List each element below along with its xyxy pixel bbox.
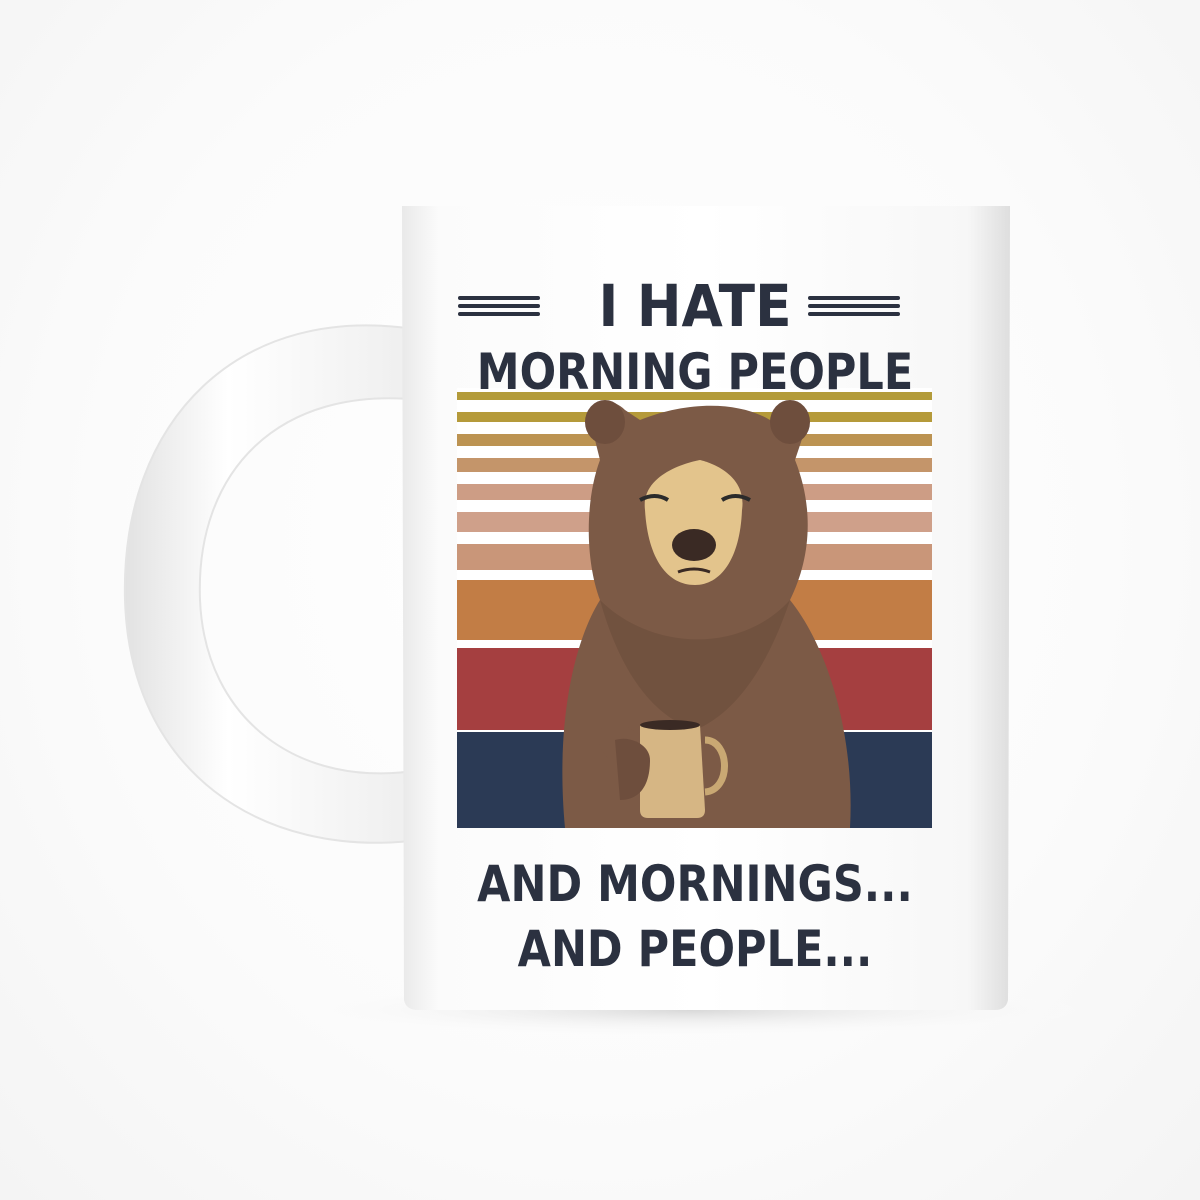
mug-handle bbox=[125, 325, 420, 842]
tagline-line2: AND PEOPLE... bbox=[517, 920, 873, 978]
bear-cup bbox=[640, 725, 705, 818]
tagline-line1: AND MORNINGS... bbox=[477, 855, 913, 913]
stripe-panel bbox=[457, 388, 932, 828]
headline-line1: I HATE bbox=[598, 272, 792, 340]
headline-line2: MORNING PEOPLE bbox=[476, 343, 914, 401]
